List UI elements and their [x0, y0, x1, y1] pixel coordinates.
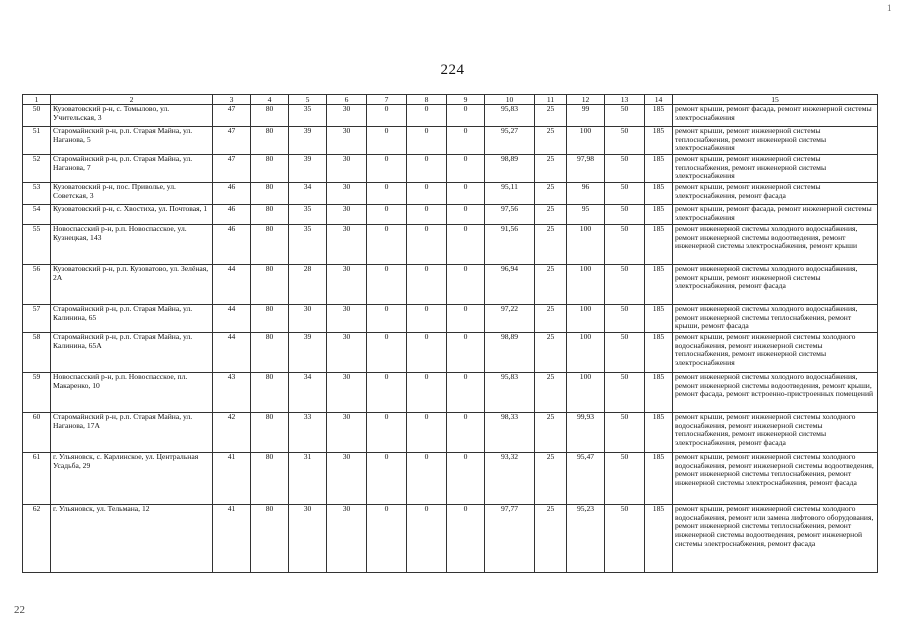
table-row — [23, 413, 878, 453]
address-cell: Старомайнский р-н, р.п. Старая Майна, ул. Калинина, 65 — [51, 305, 213, 333]
value-cell-c13: 50 — [605, 183, 645, 205]
value-cell-c8: 0 — [407, 373, 447, 413]
value-cell-c4: 80 — [251, 205, 289, 225]
value-cell-c14: 185 — [645, 505, 673, 573]
value-cell-c13: 50 — [605, 305, 645, 333]
works-cell: ремонт крыши, ремонт инженерной системы холодного водоснабжения, ремонт инженерной системы теплоснабжения, ремонт инженерной системы электроснабжения — [673, 333, 878, 373]
value-cell-c14: 185 — [645, 183, 673, 205]
column-header: 1 — [23, 95, 51, 105]
value-cell-c11: 25 — [535, 225, 567, 265]
value-cell-c14: 185 — [645, 205, 673, 225]
header-row — [23, 95, 878, 105]
address-cell: Старомайнский р-н, р.п. Старая Майна, ул. Наганова, 7 — [51, 155, 213, 183]
value-cell-c6: 30 — [327, 505, 367, 573]
value-cell-c8: 0 — [407, 413, 447, 453]
column-header: 6 — [327, 95, 367, 105]
value-cell-c6: 30 — [327, 373, 367, 413]
row-number: 50 — [23, 105, 51, 127]
value-cell-c6: 30 — [327, 155, 367, 183]
address-cell: Кузоватовский р-н, пос. Приволье, ул. Советская, 3 — [51, 183, 213, 205]
value-cell-c12: 100 — [567, 225, 605, 265]
value-cell-c13: 50 — [605, 265, 645, 305]
table-row — [23, 305, 878, 333]
column-header: 11 — [535, 95, 567, 105]
value-cell-c12: 95,23 — [567, 505, 605, 573]
value-cell-c13: 50 — [605, 505, 645, 573]
value-cell-c10: 96,94 — [485, 265, 535, 305]
value-cell-c4: 80 — [251, 127, 289, 155]
row-number: 56 — [23, 265, 51, 305]
value-cell-c11: 25 — [535, 265, 567, 305]
value-cell-c3: 46 — [213, 225, 251, 265]
value-cell-c6: 30 — [327, 183, 367, 205]
row-number: 60 — [23, 413, 51, 453]
value-cell-c8: 0 — [407, 453, 447, 505]
value-cell-c4: 80 — [251, 225, 289, 265]
column-header: 15 — [673, 95, 878, 105]
works-cell: ремонт крыши, ремонт инженерной системы теплоснабжения, ремонт инженерной системы электроснабжения — [673, 127, 878, 155]
value-cell-c7: 0 — [367, 453, 407, 505]
value-cell-c9: 0 — [447, 333, 485, 373]
value-cell-c9: 0 — [447, 265, 485, 305]
address-cell: г. Ульяновск, с. Карлинское, ул. Центральная Усадьба, 29 — [51, 453, 213, 505]
column-header: 7 — [367, 95, 407, 105]
value-cell-c4: 80 — [251, 373, 289, 413]
value-cell-c5: 35 — [289, 105, 327, 127]
value-cell-c9: 0 — [447, 105, 485, 127]
value-cell-c8: 0 — [407, 205, 447, 225]
value-cell-c4: 80 — [251, 265, 289, 305]
works-cell: ремонт крыши, ремонт инженерной системы электроснабжения, ремонт фасада — [673, 183, 878, 205]
row-number: 57 — [23, 305, 51, 333]
value-cell-c5: 34 — [289, 183, 327, 205]
value-cell-c11: 25 — [535, 413, 567, 453]
works-cell: ремонт крыши, ремонт фасада, ремонт инженерной системы электроснабжения — [673, 105, 878, 127]
row-number: 54 — [23, 205, 51, 225]
value-cell-c10: 98,89 — [485, 155, 535, 183]
value-cell-c14: 185 — [645, 265, 673, 305]
address-cell: Кузоватовский р-н, с. Томылово, ул. Учительская, 3 — [51, 105, 213, 127]
value-cell-c6: 30 — [327, 265, 367, 305]
value-cell-c12: 100 — [567, 305, 605, 333]
value-cell-c4: 80 — [251, 453, 289, 505]
value-cell-c6: 30 — [327, 127, 367, 155]
value-cell-c4: 80 — [251, 155, 289, 183]
address-cell: Кузоватовский р-н, с. Хвостиха, ул. Почтовая, 1 — [51, 205, 213, 225]
column-header: 5 — [289, 95, 327, 105]
works-cell: ремонт крыши, ремонт инженерной системы теплоснабжения, ремонт инженерной системы электроснабжения — [673, 155, 878, 183]
value-cell-c8: 0 — [407, 127, 447, 155]
value-cell-c11: 25 — [535, 333, 567, 373]
value-cell-c11: 25 — [535, 127, 567, 155]
value-cell-c11: 25 — [535, 305, 567, 333]
value-cell-c9: 0 — [447, 205, 485, 225]
value-cell-c11: 25 — [535, 373, 567, 413]
table-row — [23, 333, 878, 373]
value-cell-c10: 98,89 — [485, 333, 535, 373]
value-cell-c6: 30 — [327, 333, 367, 373]
column-header: 13 — [605, 95, 645, 105]
value-cell-c7: 0 — [367, 225, 407, 265]
works-cell: ремонт инженерной системы холодного водоснабжения, ремонт инженерной системы водоотведения, ремонт инженерной системы электроснабжения, ремонт крыши — [673, 225, 878, 265]
value-cell-c14: 185 — [645, 413, 673, 453]
column-header: 2 — [51, 95, 213, 105]
value-cell-c14: 185 — [645, 225, 673, 265]
value-cell-c5: 30 — [289, 305, 327, 333]
value-cell-c7: 0 — [367, 205, 407, 225]
page-number: 224 — [440, 62, 465, 78]
corner-mark: 1 — [887, 3, 892, 13]
value-cell-c12: 100 — [567, 373, 605, 413]
value-cell-c11: 25 — [535, 105, 567, 127]
value-cell-c6: 30 — [327, 225, 367, 265]
value-cell-c7: 0 — [367, 413, 407, 453]
value-cell-c11: 25 — [535, 453, 567, 505]
table-row — [23, 453, 878, 505]
value-cell-c11: 25 — [535, 155, 567, 183]
value-cell-c5: 28 — [289, 265, 327, 305]
value-cell-c5: 30 — [289, 505, 327, 573]
works-cell: ремонт инженерной системы холодного водоснабжения, ремонт инженерной системы водоотведения, ремонт крыши, ремонт фасада, ремонт встроенно-пристроенных помещений — [673, 373, 878, 413]
value-cell-c14: 185 — [645, 155, 673, 183]
table-row — [23, 105, 878, 127]
value-cell-c14: 185 — [645, 373, 673, 413]
row-number: 62 — [23, 505, 51, 573]
value-cell-c3: 43 — [213, 373, 251, 413]
table-row — [23, 373, 878, 413]
table-row — [23, 155, 878, 183]
value-cell-c12: 100 — [567, 333, 605, 373]
value-cell-c11: 25 — [535, 183, 567, 205]
value-cell-c7: 0 — [367, 183, 407, 205]
value-cell-c7: 0 — [367, 265, 407, 305]
value-cell-c7: 0 — [367, 373, 407, 413]
value-cell-c10: 93,32 — [485, 453, 535, 505]
value-cell-c5: 35 — [289, 225, 327, 265]
value-cell-c12: 100 — [567, 265, 605, 305]
row-number: 52 — [23, 155, 51, 183]
value-cell-c10: 97,77 — [485, 505, 535, 573]
value-cell-c3: 47 — [213, 127, 251, 155]
value-cell-c9: 0 — [447, 413, 485, 453]
value-cell-c9: 0 — [447, 225, 485, 265]
value-cell-c3: 46 — [213, 205, 251, 225]
column-header: 9 — [447, 95, 485, 105]
works-cell: ремонт крыши, ремонт инженерной системы холодного водоснабжения, ремонт инженерной системы теплоснабжения, ремонт инженерной системы электроснабжения, ремонт фасада — [673, 413, 878, 453]
address-cell: г. Ульяновск, ул. Тельмана, 12 — [51, 505, 213, 573]
table-row — [23, 505, 878, 573]
value-cell-c11: 25 — [535, 505, 567, 573]
value-cell-c6: 30 — [327, 305, 367, 333]
table-row — [23, 205, 878, 225]
value-cell-c6: 30 — [327, 453, 367, 505]
value-cell-c4: 80 — [251, 105, 289, 127]
works-cell: ремонт инженерной системы холодного водоснабжения, ремонт инженерной системы теплоснабжения, ремонт крыши, ремонт фасада — [673, 305, 878, 333]
value-cell-c4: 80 — [251, 183, 289, 205]
value-cell-c13: 50 — [605, 205, 645, 225]
works-cell: ремонт крыши, ремонт фасада, ремонт инженерной системы электроснабжения — [673, 205, 878, 225]
value-cell-c13: 50 — [605, 373, 645, 413]
value-cell-c12: 95 — [567, 205, 605, 225]
value-cell-c10: 95,83 — [485, 105, 535, 127]
value-cell-c5: 39 — [289, 155, 327, 183]
column-header: 3 — [213, 95, 251, 105]
address-cell: Старомайнский р-н, р.п. Старая Майна, ул. Наганова, 17А — [51, 413, 213, 453]
value-cell-c12: 100 — [567, 127, 605, 155]
value-cell-c5: 35 — [289, 205, 327, 225]
value-cell-c9: 0 — [447, 305, 485, 333]
value-cell-c14: 185 — [645, 127, 673, 155]
row-number: 58 — [23, 333, 51, 373]
value-cell-c13: 50 — [605, 225, 645, 265]
value-cell-c8: 0 — [407, 505, 447, 573]
value-cell-c8: 0 — [407, 305, 447, 333]
value-cell-c3: 42 — [213, 413, 251, 453]
table-body — [23, 105, 878, 573]
value-cell-c11: 25 — [535, 205, 567, 225]
value-cell-c12: 96 — [567, 183, 605, 205]
column-header: 14 — [645, 95, 673, 105]
value-cell-c6: 30 — [327, 105, 367, 127]
value-cell-c12: 97,98 — [567, 155, 605, 183]
value-cell-c8: 0 — [407, 265, 447, 305]
address-cell: Новоспасский р-н, р.п. Новоспасское, ул. Кузнецкая, 143 — [51, 225, 213, 265]
value-cell-c10: 98,33 — [485, 413, 535, 453]
value-cell-c10: 91,56 — [485, 225, 535, 265]
value-cell-c14: 185 — [645, 453, 673, 505]
address-cell: Старомайнский р-н, р.п. Старая Майна, ул. Наганова, 5 — [51, 127, 213, 155]
value-cell-c4: 80 — [251, 505, 289, 573]
value-cell-c13: 50 — [605, 155, 645, 183]
value-cell-c3: 44 — [213, 333, 251, 373]
row-number: 59 — [23, 373, 51, 413]
column-header: 8 — [407, 95, 447, 105]
value-cell-c6: 30 — [327, 413, 367, 453]
value-cell-c14: 185 — [645, 333, 673, 373]
value-cell-c13: 50 — [605, 105, 645, 127]
value-cell-c3: 46 — [213, 183, 251, 205]
value-cell-c7: 0 — [367, 333, 407, 373]
value-cell-c10: 97,56 — [485, 205, 535, 225]
value-cell-c10: 95,83 — [485, 373, 535, 413]
value-cell-c8: 0 — [407, 155, 447, 183]
value-cell-c7: 0 — [367, 155, 407, 183]
column-header: 10 — [485, 95, 535, 105]
column-header: 12 — [567, 95, 605, 105]
table-row — [23, 265, 878, 305]
margin-note: 22 — [14, 604, 25, 616]
value-cell-c9: 0 — [447, 373, 485, 413]
row-number: 51 — [23, 127, 51, 155]
value-cell-c5: 39 — [289, 127, 327, 155]
table-row — [23, 127, 878, 155]
value-cell-c3: 47 — [213, 155, 251, 183]
row-number: 61 — [23, 453, 51, 505]
repair-table — [22, 94, 878, 573]
address-cell: Новоспасский р-н, р.п. Новоспасское, пл. Макаренко, 10 — [51, 373, 213, 413]
value-cell-c3: 44 — [213, 305, 251, 333]
table-row — [23, 183, 878, 205]
row-number: 55 — [23, 225, 51, 265]
value-cell-c6: 30 — [327, 205, 367, 225]
value-cell-c14: 185 — [645, 105, 673, 127]
value-cell-c5: 33 — [289, 413, 327, 453]
value-cell-c3: 44 — [213, 265, 251, 305]
value-cell-c9: 0 — [447, 127, 485, 155]
address-cell: Старомайнский р-н, р.п. Старая Майна, ул. Калинина, 65А — [51, 333, 213, 373]
value-cell-c3: 41 — [213, 453, 251, 505]
value-cell-c9: 0 — [447, 453, 485, 505]
value-cell-c4: 80 — [251, 413, 289, 453]
value-cell-c14: 185 — [645, 305, 673, 333]
value-cell-c3: 47 — [213, 105, 251, 127]
value-cell-c12: 99,93 — [567, 413, 605, 453]
value-cell-c13: 50 — [605, 413, 645, 453]
value-cell-c5: 31 — [289, 453, 327, 505]
value-cell-c7: 0 — [367, 127, 407, 155]
value-cell-c8: 0 — [407, 183, 447, 205]
value-cell-c13: 50 — [605, 127, 645, 155]
value-cell-c10: 95,11 — [485, 183, 535, 205]
value-cell-c4: 80 — [251, 305, 289, 333]
table-row — [23, 225, 878, 265]
value-cell-c5: 39 — [289, 333, 327, 373]
value-cell-c7: 0 — [367, 305, 407, 333]
works-cell: ремонт крыши, ремонт инженерной системы холодного водоснабжения, ремонт инженерной системы водоотведения, ремонт инженерной системы теплоснабжения, ремонт инженерной системы электроснабжения, ремонт фасада — [673, 453, 878, 505]
value-cell-c12: 95,47 — [567, 453, 605, 505]
address-cell: Кузоватовский р-н, р.п. Кузоватово, ул. Зелёная, 2А — [51, 265, 213, 305]
value-cell-c9: 0 — [447, 183, 485, 205]
value-cell-c10: 95,27 — [485, 127, 535, 155]
value-cell-c10: 97,22 — [485, 305, 535, 333]
value-cell-c9: 0 — [447, 505, 485, 573]
value-cell-c4: 80 — [251, 333, 289, 373]
works-cell: ремонт крыши, ремонт инженерной системы холодного водоснабжения, ремонт или замена лифтового оборудования, ремонт инженерной системы теплоснабжения, ремонт инженерной системы водоотведения, ремонт инженерной системы электроснабжения, ремонт фасада — [673, 505, 878, 573]
value-cell-c3: 41 — [213, 505, 251, 573]
column-header: 4 — [251, 95, 289, 105]
value-cell-c5: 34 — [289, 373, 327, 413]
value-cell-c13: 50 — [605, 333, 645, 373]
works-cell: ремонт инженерной системы холодного водоснабжения, ремонт крыши, ремонт инженерной системы электроснабжения, ремонт фасада — [673, 265, 878, 305]
row-number: 53 — [23, 183, 51, 205]
value-cell-c7: 0 — [367, 105, 407, 127]
value-cell-c8: 0 — [407, 333, 447, 373]
value-cell-c8: 0 — [407, 225, 447, 265]
value-cell-c8: 0 — [407, 105, 447, 127]
value-cell-c7: 0 — [367, 505, 407, 573]
value-cell-c12: 99 — [567, 105, 605, 127]
value-cell-c13: 50 — [605, 453, 645, 505]
value-cell-c9: 0 — [447, 155, 485, 183]
